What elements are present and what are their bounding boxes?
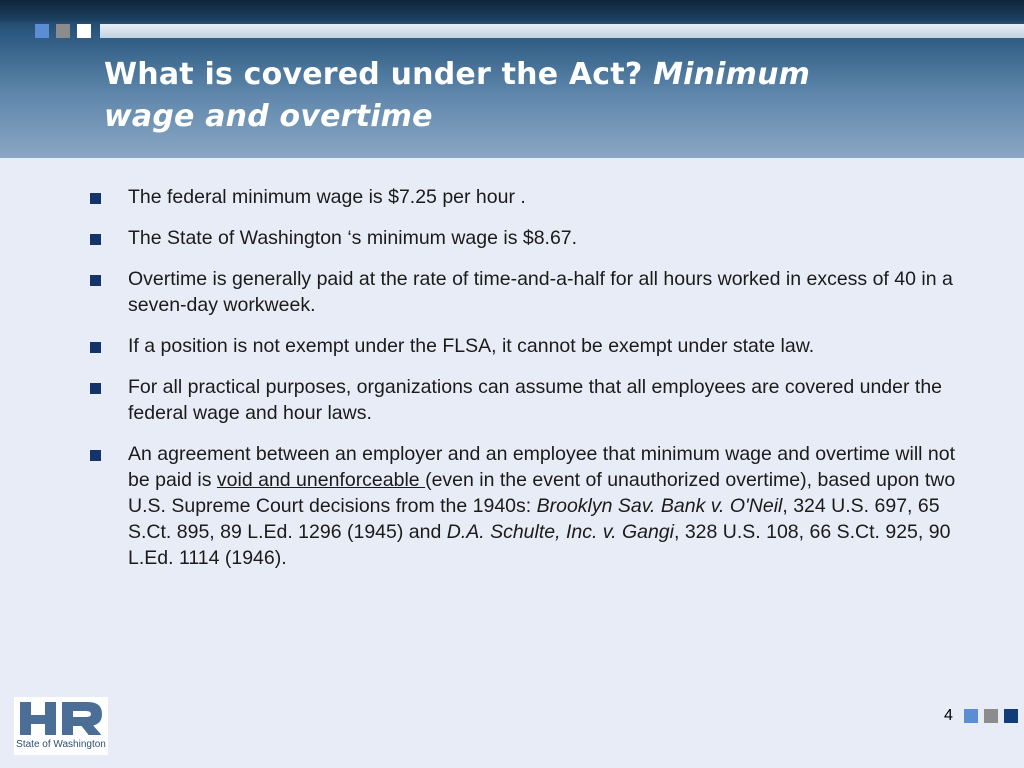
hr-logo-icon [16, 699, 106, 739]
bullet-text: If a position is not exempt under the FLSA, it cannot be exempt under state law. [128, 335, 815, 357]
footer-square-gray [984, 709, 998, 723]
footer-square-navy [1004, 709, 1018, 723]
footer-square-blue [964, 709, 978, 723]
title-plain: What is covered under the Act? [104, 57, 654, 92]
slide-title [104, 54, 924, 138]
decor-square-blue [35, 24, 49, 38]
bullet-text-part3: , 324 U.S. 697, 65 S.Ct. 895, 89 L.Ed. 1296 (1945) and [128, 495, 940, 543]
bullet-square-icon [90, 275, 101, 286]
banner-rule [100, 24, 1024, 38]
bullet-list [86, 184, 966, 586]
decor-square-white [77, 24, 91, 38]
bullet-text-part2: (even in the event of unauthorized overtime), based upon two U.S. Supreme Court decisions from the 1940s: [128, 469, 956, 517]
bullet-item [86, 225, 966, 251]
bullet-text: For all practical purposes, organizations can assume that all employees are covered under the federal wage and hour laws. [128, 376, 943, 424]
bullet-item [86, 441, 966, 571]
bullet-text: The federal minimum wage is $7.25 per hour . [128, 186, 526, 208]
bullet-text-part4: , 328 U.S. 108, 66 S.Ct. 925, 90 L.Ed. 1114 (1946). [128, 521, 951, 569]
bullet-square-icon [90, 234, 101, 245]
page-number: 4 [944, 707, 953, 724]
banner-top-strip [0, 0, 1024, 22]
hr-washington-logo [14, 697, 108, 755]
title-italic-line2: wage and overtime [104, 99, 433, 134]
title-banner [0, 0, 1024, 158]
bullet-square-icon [90, 342, 101, 353]
bullet-item [86, 374, 966, 426]
bullet-item [86, 266, 966, 318]
void-unenforceable-text: void and unenforceable [216, 469, 426, 491]
bullet-text: Overtime is generally paid at the rate of time-and-a-half for all hours worked in excess of 40 in a seven-day workweek. [128, 268, 953, 316]
decor-square-gray [56, 24, 70, 38]
bullet-square-icon [90, 193, 101, 204]
case-citation-gangi: D.A. Schulte, Inc. v. Gangi [446, 521, 674, 543]
bullet-text: The State of Washington ‘s minimum wage is $8.67. [128, 227, 578, 249]
bullet-square-icon [90, 383, 101, 394]
bullet-text-part1: An agreement between an employer and an employee that minimum wage and overtime will not be paid is [128, 443, 956, 491]
bullet-item [86, 333, 966, 359]
title-italic-line1: Minimum [653, 57, 811, 92]
case-citation-oneil: Brooklyn Sav. Bank v. O'Neil [536, 495, 783, 517]
bullet-item [86, 184, 966, 210]
bullet-square-icon [90, 450, 101, 461]
logo-caption: State of Washington [16, 739, 106, 750]
